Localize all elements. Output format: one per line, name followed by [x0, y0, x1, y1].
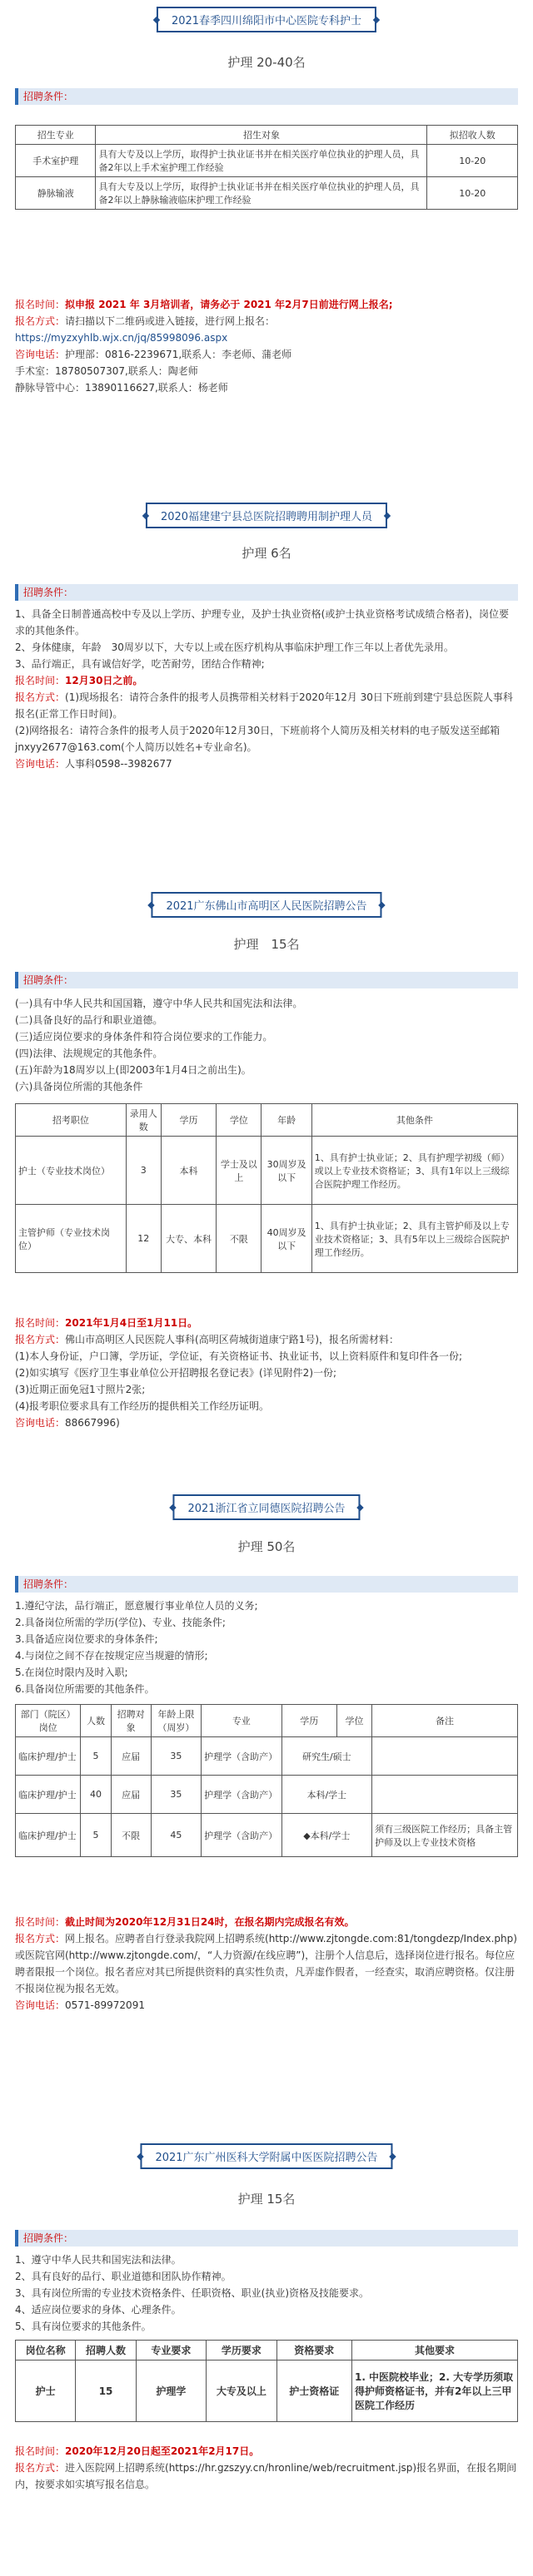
table-row — [16, 1776, 518, 1814]
table-header-cell: 招生对象 — [96, 126, 427, 145]
method-text: 佛山市高明区人民医院人事科(高明区荷城街道康宁路1号)，报名所需材料： — [65, 1334, 400, 1345]
table-cell: 1. 中医院校毕业；2. 大专学历须取得护师资格证书，并有2年以上三甲医院工作经历 — [351, 2361, 517, 2422]
phone-label: 咨询电话： — [15, 349, 66, 360]
deadline-label: 报名时间： — [15, 675, 66, 686]
table-header-row — [16, 1705, 518, 1737]
table-header-cell: 专业要求 — [136, 2341, 206, 2361]
table-row — [16, 1814, 518, 1857]
method-item: (3)近期正面免冠1寸照片2张; — [15, 1384, 146, 1395]
table-cell: 护士资格证 — [276, 2361, 351, 2422]
method-item: (2)如实填写《医疗卫生事业单位公开招聘报名登记表》(详见附件2)一份; — [15, 1367, 337, 1379]
method-text: 进入医院网上招聘系统(https://hr.gzszyy.cn/hronline/web/recruitment.jsp)报名界面，在报名期间内，按要求如实填写报名信息。 — [15, 2462, 517, 2490]
section-body-4 — [15, 1914, 518, 2014]
table-cell: ◆本科/学士 — [281, 1814, 372, 1857]
section-body-3 — [15, 1315, 518, 1431]
table-cell: 应届 — [111, 1776, 151, 1814]
table-3 — [15, 1103, 518, 1273]
phone-text: 88667996) — [65, 1417, 120, 1429]
method-text: 请扫描以下二维码或进入链接，进行网上报名： — [65, 315, 276, 327]
table-header-row — [16, 1104, 518, 1137]
condition-item: 1、遵守中华人民共和国宪法和法律。 — [15, 2254, 182, 2266]
section-count-1: 护理 20-40名 — [227, 55, 306, 70]
table-header-cell: 备注 — [372, 1705, 518, 1737]
table-cell: 临床护理/护士 — [16, 1814, 81, 1857]
table-header-cell: 学位 — [217, 1104, 262, 1137]
condition-item: 3.具备适应岗位要求的身体条件; — [15, 1633, 158, 1645]
table-row — [16, 145, 518, 177]
table-cell: 大专、本科 — [161, 1205, 216, 1273]
condition-item: 3、品行端正，具有诚信好学，吃苦耐劳，团结合作精神; — [15, 658, 265, 670]
table-cell: 1、具有护士执业证；2、具有护理学初级（师）或以上专业技术资格证；3、具有1年以上三级综合医院护理工作经历。 — [311, 1137, 517, 1205]
table-cell: 35 — [151, 1776, 201, 1814]
condition-item: 1.遵纪守法，品行端正，愿意履行事业单位人员的义务; — [15, 1600, 258, 1612]
condition-item: 6.具备岗位所需要的其他条件。 — [15, 1683, 155, 1695]
table-cell: 应届 — [111, 1737, 151, 1776]
table-header-cell: 招聘人数 — [76, 2341, 136, 2361]
phone-label: 咨询电话： — [15, 1999, 66, 2011]
condition-item: 4.与岗位之间不存在按规定应当规避的情形; — [15, 1650, 208, 1662]
table-row — [16, 1205, 518, 1273]
section-body-2 — [15, 606, 518, 772]
condition-item: 3、具有岗位所需的专业技术资格条件、任职资格、职业(执业)资格及技能要求。 — [15, 2287, 370, 2299]
method-label: 报名方式： — [15, 1334, 66, 1345]
table-4 — [15, 1704, 518, 1857]
table-cell: 5 — [81, 1737, 111, 1776]
phone-label: 咨询电话： — [15, 1417, 66, 1429]
condition-item: (三)适应岗位要求的身体条件和符合岗位要求的工作能力。 — [15, 1031, 273, 1043]
table-row — [16, 177, 518, 210]
condition-item: (四)法律、法规规定的其他条件。 — [15, 1048, 163, 1059]
table-cell: 3 — [126, 1137, 161, 1205]
table-cell: 40 — [81, 1776, 111, 1814]
table-cell: 须有三级医院工作经历；具备主管护师及以上专业技术资格 — [372, 1814, 518, 1857]
table-cell: 5 — [81, 1814, 111, 1857]
method-label: 报名方式： — [15, 2462, 66, 2474]
table-header-cell: 学历要求 — [207, 2341, 276, 2361]
condition-item: 2.具备岗位所需的学历(学位)、专业、技能条件; — [15, 1617, 226, 1628]
section-count-4: 护理 50名 — [237, 1539, 296, 1554]
phone-text: 人事科0598--3982677 — [65, 758, 172, 770]
deadline-text: 拟申报 2021 年 3月培训者，请务必于 2021 年2月7日前进行网上报名; — [65, 299, 393, 310]
table-row — [16, 1737, 518, 1776]
section-conditions-5 — [15, 2252, 518, 2335]
table-cell: 45 — [151, 1814, 201, 1857]
section-title-2: 2020福建建宁县总医院招聘聘用制护理人员 — [146, 503, 387, 528]
conditions-bar-3: 招聘条件： — [15, 972, 518, 988]
method-text: (2)网络报名：请符合条件的报考人员于2020年12月30日，下班前将个人简历及相关材料的电子版发送至邮箱jnxyy2677@163.com(个人简历以姓名+专业命名)。 — [15, 725, 501, 753]
table-header-cell: 部门（院区）岗位 — [16, 1705, 81, 1737]
phone-text: 手术室：18780507307,联系人：陶老师 — [15, 365, 198, 377]
table-cell — [372, 1737, 518, 1776]
table-header-cell: 其他条件 — [311, 1104, 517, 1137]
table-cell: 临床护理/护士 — [16, 1776, 81, 1814]
table-cell: 主管护师（专业技术岗位） — [16, 1205, 127, 1273]
table-cell: 护理学（含助产） — [202, 1814, 281, 1857]
phone-label: 咨询电话： — [15, 758, 66, 770]
table-header-cell: 录用人数 — [126, 1104, 161, 1137]
method-label: 报名方式： — [15, 1933, 66, 1944]
table-cell: 12 — [126, 1205, 161, 1273]
condition-item: 2、身体健康，年龄 30周岁以下，大专以上或在医疗机构从事临床护理工作三年以上者优先录用。 — [15, 642, 454, 653]
condition-item: (六)具备岗位所需的其他条件 — [15, 1081, 143, 1092]
deadline-label: 报名时间： — [15, 1317, 66, 1329]
table-header-cell: 年龄 — [262, 1104, 311, 1137]
deadline-text: 2020年12月20日起至2021年2月17日。 — [65, 2445, 260, 2457]
method-label: 报名方式： — [15, 315, 66, 327]
table-header-cell: 学位 — [336, 1705, 371, 1737]
table-cell: 不限 — [111, 1814, 151, 1857]
deadline-label: 报名时间： — [15, 2445, 66, 2457]
table-cell: 护理学（含助产） — [202, 1737, 281, 1776]
condition-item: 4、适应岗位要求的身体、心理条件。 — [15, 2304, 182, 2316]
table-cell: 研究生/硕士 — [281, 1737, 372, 1776]
deadline-label: 报名时间： — [15, 1916, 66, 1928]
table-cell: 护士（专业技术岗位） — [16, 1137, 127, 1205]
table-cell: 护理学 — [136, 2361, 206, 2422]
condition-item: (二)具备良好的品行和职业道德。 — [15, 1014, 163, 1026]
table-cell: 静脉输液 — [16, 177, 96, 210]
table-header-cell: 其他要求 — [351, 2341, 517, 2361]
table-cell: 15 — [76, 2361, 136, 2422]
conditions-bar-4: 招聘条件： — [15, 1576, 518, 1593]
method-label: 报名方式： — [15, 691, 66, 703]
table-cell: 40周岁及以下 — [262, 1205, 311, 1273]
table-1 — [15, 125, 518, 210]
deadline-text: 截止时间为2020年12月31日24时，在报名期内完成报名有效。 — [65, 1916, 355, 1928]
table-cell — [372, 1776, 518, 1814]
signup-link[interactable]: https://myzxyhlb.wjx.cn/jq/85998096.aspx — [15, 332, 228, 344]
phone-text: 0571-89972091 — [65, 1999, 145, 2011]
section-title-5: 2021广东广州医科大学附属中医医院招聘公告 — [140, 2143, 392, 2169]
table-cell: 手术室护理 — [16, 145, 96, 177]
table-cell: 临床护理/护士 — [16, 1737, 81, 1776]
section-title-1: 2021春季四川绵阳市中心医院专科护士 — [157, 7, 376, 32]
table-cell: 本科 — [161, 1137, 216, 1205]
section-count-5: 护理 15名 — [237, 2192, 296, 2207]
section-count-2: 护理 6名 — [242, 546, 291, 561]
phone-text: 护理部：0816-2239671,联系人：李老师、蒲老师 — [65, 349, 292, 360]
conditions-bar-2: 招聘条件： — [15, 584, 518, 601]
method-item: (4)报考职位要求具有工作经历的提供相关工作经历证明。 — [15, 1400, 270, 1412]
deadline-text: 2021年1月4日至1月11日。 — [65, 1317, 198, 1329]
method-text: 网上报名。应聘者自行登录我院网上招聘系统(http://www.zjtongde.com:81/tongdezp/Index.php)或医院官网(http://www.zjtongde.com/，“人力资源/在线应聘”)，注册个人信息后，选择岗位进行报名。每位应聘者限报一个岗位。报名者应对其已所提供资料的真实性负责，凡弄虚作假者，一经查实，取消应聘资格。仅注册不报岗位视为报名无效。 — [15, 1933, 517, 1994]
section-count-3: 护理 15名 — [233, 937, 300, 952]
section-body-1 — [15, 296, 518, 396]
table-cell: 1、具有护士执业证；2、具有主管护师及以上专业技术资格证；3、具有5年以上三级综合医院护理工作经历。 — [311, 1205, 517, 1273]
table-cell: 35 — [151, 1737, 201, 1776]
table-cell: 10-20 — [427, 177, 518, 210]
conditions-bar-1: 招聘条件： — [15, 88, 518, 105]
method-text: (1)现场报名：请符合条件的报考人员携带相关材料于2020年12月 30日下班前到建宁县总医院人事科报名(正常工作日时间)。 — [15, 691, 513, 720]
table-header-cell: 招生专业 — [16, 126, 96, 145]
table-cell: 具有大专及以上学历，取得护士执业证书并在相关医疗单位执业的护理人员，具备2年以上静脉输液临床护理工作经验 — [96, 177, 427, 210]
table-header-cell: 招聘对象 — [111, 1705, 151, 1737]
phone-text: 静脉导管中心：13890116627,联系人：杨老师 — [15, 382, 228, 394]
table-header-row — [16, 2341, 518, 2361]
table-header-cell: 专业 — [202, 1705, 281, 1737]
condition-item: 5.在岗位时限内及时入职; — [15, 1667, 128, 1678]
table-cell: 30周岁及以下 — [262, 1137, 311, 1205]
table-row — [16, 1137, 518, 1205]
table-cell: 护理学（含助产） — [202, 1776, 281, 1814]
table-cell: 具有大专及以上学历，取得护士执业证书并在相关医疗单位执业的护理人员，具备2年以上手术室护理工作经验 — [96, 145, 427, 177]
table-header-row — [16, 126, 518, 145]
table-header-cell: 年龄上限（周岁） — [151, 1705, 201, 1737]
table-cell: 10-20 — [427, 145, 518, 177]
table-header-cell: 人数 — [81, 1705, 111, 1737]
table-cell: 不限 — [217, 1205, 262, 1273]
condition-item: (一)具有中华人民共和国国籍，遵守中华人民共和国宪法和法律。 — [15, 998, 303, 1009]
table-cell: 学士及以上 — [217, 1137, 262, 1205]
table-row — [16, 2361, 518, 2422]
section-title-3: 2021广东佛山市高明区人民医院招聘公告 — [151, 892, 381, 918]
table-cell: 护士 — [16, 2361, 76, 2422]
table-header-cell: 资格要求 — [276, 2341, 351, 2361]
section-body-5 — [15, 2443, 518, 2493]
table-cell: 本科/学士 — [281, 1776, 372, 1814]
table-header-cell: 学历 — [161, 1104, 216, 1137]
table-header-cell: 岗位名称 — [16, 2341, 76, 2361]
deadline-label: 报名时间： — [15, 299, 66, 310]
table-header-cell: 招考职位 — [16, 1104, 127, 1137]
method-item: (1)本人身份证，户口簿，学历证，学位证，有关资格证书、执业证书，以上资料原件和复印件各一份; — [15, 1350, 463, 1362]
condition-item: 5、具有岗位要求的其他条件。 — [15, 2321, 152, 2332]
deadline-text: 12月30日之前。 — [65, 675, 143, 686]
condition-item: (五)年龄为18周岁以上(即2003年1月4日之前出生)。 — [15, 1064, 252, 1076]
table-5 — [15, 2340, 518, 2422]
table-header-cell: 学历 — [281, 1705, 336, 1737]
table-header-cell: 拟招收人数 — [427, 126, 518, 145]
section-conditions-4 — [15, 1598, 518, 1697]
conditions-bar-5: 招聘条件： — [15, 2230, 518, 2247]
table-cell: 大专及以上 — [207, 2361, 276, 2422]
condition-item: 2、具有良好的品行、职业道德和团队协作精神。 — [15, 2271, 232, 2282]
section-conditions-3 — [15, 995, 518, 1095]
condition-item: 1、具备全日制普通高校中专及以上学历、护理专业，及护士执业资格(或护士执业资格考试成绩合格者)，岗位要求的其他条件。 — [15, 608, 510, 637]
section-title-4: 2021浙江省立同德医院招聘公告 — [172, 1494, 360, 1520]
